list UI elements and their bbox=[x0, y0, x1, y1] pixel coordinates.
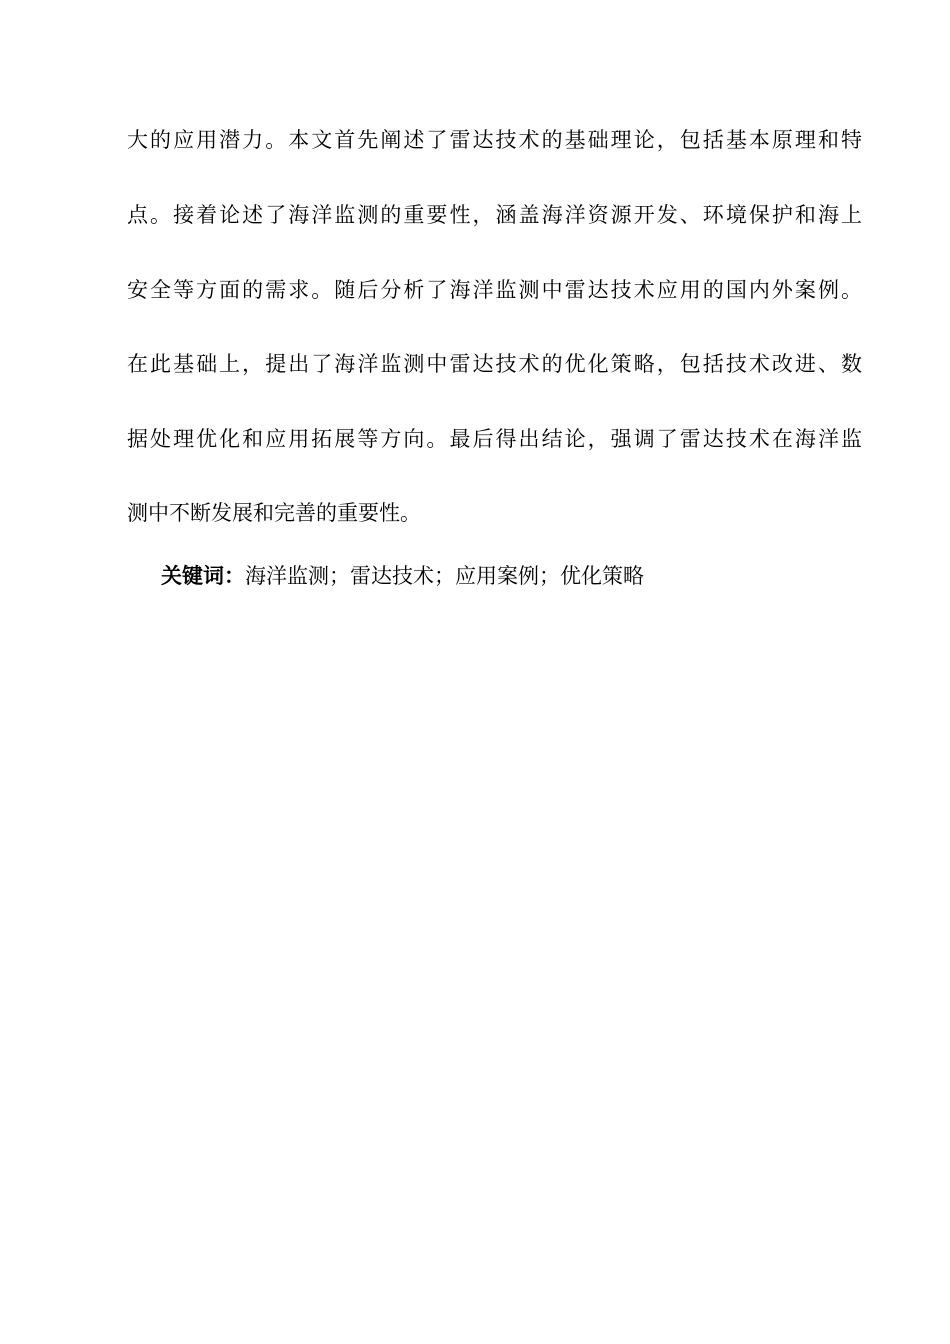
keywords-label: 关键词： bbox=[161, 564, 245, 588]
abstract-line-1: 大的应用潜力。本文首先阐述了雷达技术的基础理论，包括基本原理和特 bbox=[127, 128, 862, 152]
abstract-line-2: 点。接着论述了海洋监测的重要性，涵盖海洋资源开发、环境保护和海上 bbox=[127, 203, 862, 227]
abstract-line-4: 在此基础上，提出了海洋监测中雷达技术的优化策略，包括技术改进、数 bbox=[127, 352, 862, 376]
keywords-list: 海洋监测；雷达技术；应用案例；优化策略 bbox=[245, 564, 644, 588]
abstract-line-6: 测中不断发展和完善的重要性。 bbox=[127, 501, 421, 525]
abstract-line-5: 据处理优化和应用拓展等方向。最后得出结论，强调了雷达技术在海洋监 bbox=[127, 427, 862, 451]
keywords-line bbox=[161, 561, 644, 591]
abstract-line-3: 安全等方面的需求。随后分析了海洋监测中雷达技术应用的国内外案例。 bbox=[127, 278, 862, 302]
